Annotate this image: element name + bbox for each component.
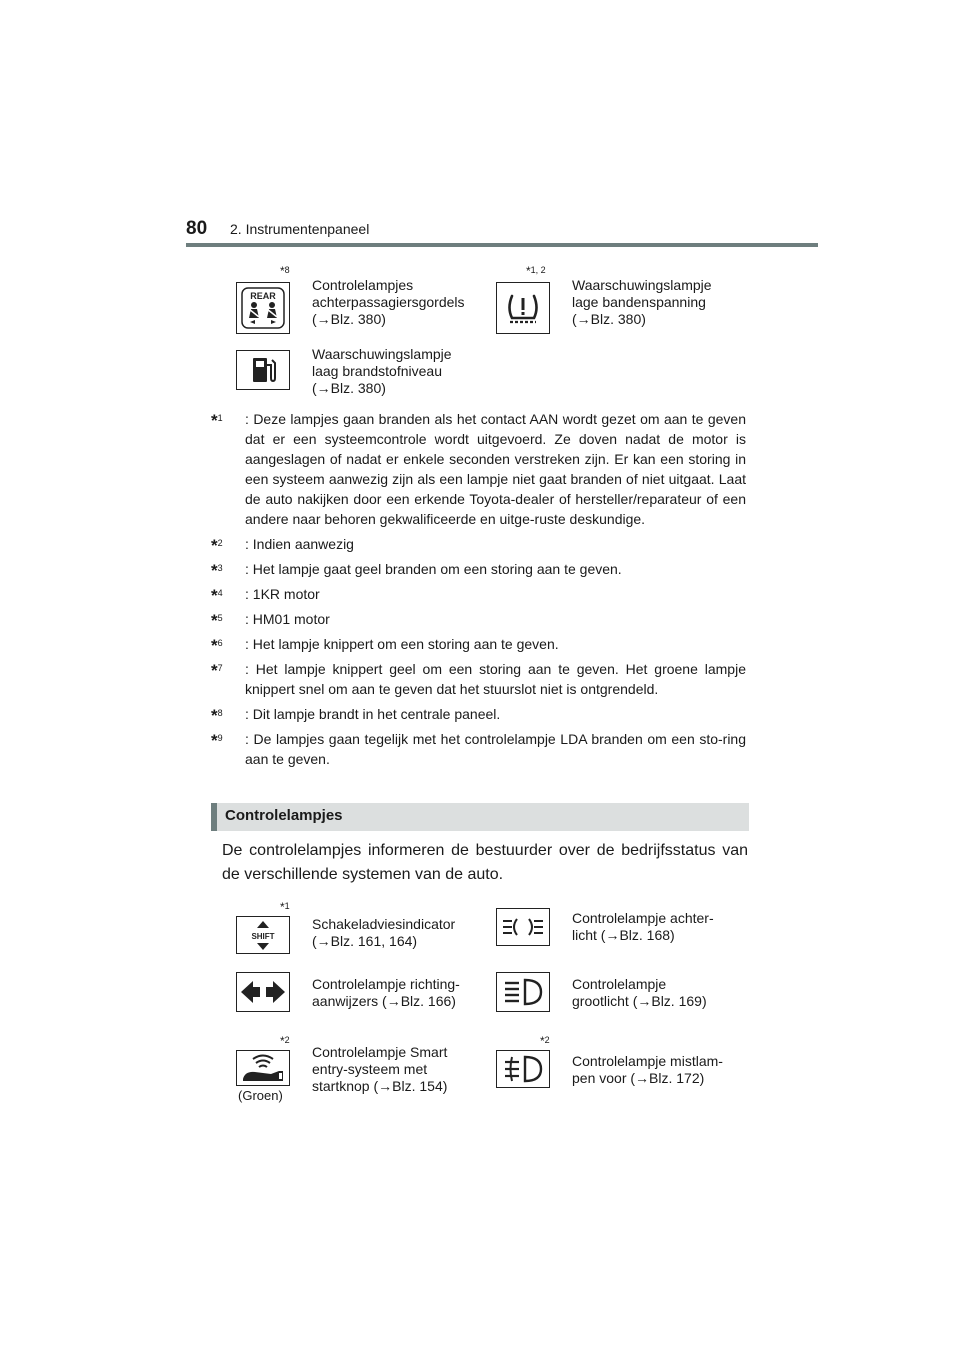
footnote: *$^8$ : Dit lampje brandt in het centrale paneel. (211, 706, 501, 725)
icon-caption-green: (Groen) (238, 1088, 283, 1103)
footnote-marker: *$^2$ (280, 1034, 290, 1048)
indicator-desc-high-beam: Controlelampje grootlicht (→Blz. 169) (572, 976, 707, 1009)
indicator-desc-smart-entry: Controlelampje Smart entry-systeem met startknop (→Blz. 154) (312, 1044, 448, 1094)
footnote: *$^5$ : HM01 motor (211, 611, 330, 630)
footnote-marker: *$^2$ (540, 1034, 550, 1048)
rear-seatbelt-icon (236, 282, 290, 334)
smart-entry-icon (236, 1050, 290, 1086)
warning-desc-tire-pressure: Waarschuwingslampje lage bandenspanning (→Blz. 380) (572, 277, 712, 327)
fuel-icon (236, 350, 290, 390)
footnote-marker: *$^1$ (280, 900, 290, 914)
turn-signal-icon (236, 972, 290, 1012)
footnote: *$^2$ : Indien aanwezig (211, 536, 354, 555)
footnote: *$^9$ : De lampjes gaan tegelijk met het controlelampje LDA branden om een sto-ring aan te geven. (211, 731, 746, 767)
page-number: 80 (186, 218, 208, 239)
section-title: Controlelampjes (225, 807, 343, 824)
chapter-title: 2. Instrumentenpaneel (230, 221, 370, 237)
footnote: *$^7$ : Het lampje knippert geel om een storing aan te geven. Het groene lampje knippert snel om aan te geven dat het stuurslot niet is ontgrendeld. (211, 661, 746, 697)
section-header (211, 803, 749, 831)
indicator-desc-tail-light: Controlelampje achter- licht (→Blz. 168) (572, 910, 714, 943)
footnote-marker: *$^8$ (280, 264, 290, 278)
rear-label: REAR (250, 291, 276, 301)
footnote-marker: *$^{1, 2}$ (526, 264, 546, 278)
indicator-desc-shift: Schakeladviesindicator (→Blz. 161, 164) (312, 916, 456, 949)
footnote: *$^4$ : 1KR motor (211, 586, 320, 605)
indicator-desc-front-fog: Controlelampje mistlam- pen voor (→Blz. 172) (572, 1053, 723, 1086)
header-rule (186, 243, 818, 247)
tire-pressure-icon (496, 282, 550, 334)
section-accent (211, 803, 217, 831)
indicator-desc-turn-signal: Controlelampje richting- aanwijzers (→Blz. 166) (312, 976, 460, 1009)
front-fog-light-icon (496, 1050, 550, 1088)
high-beam-icon (496, 972, 550, 1012)
footnote: *$^6$ : Het lampje knippert om een storing aan te geven. (211, 636, 559, 655)
footnotes (211, 409, 746, 774)
shift-indicator-icon (236, 916, 290, 954)
shift-label: SHIFT (251, 932, 275, 941)
tail-light-icon (496, 908, 550, 946)
warning-desc-rear-seatbelt: Controlelampjes achterpassagiersgordels (→Blz. 380) (312, 277, 465, 327)
section-intro: De controlelampjes informeren de bestuurder over de bedrijfsstatus van de verschillende systemen van de auto. (222, 842, 748, 883)
warning-desc-fuel: Waarschuwingslampje laag brandstofniveau (→Blz. 380) (312, 346, 452, 396)
footnote: *$^3$ : Het lampje gaat geel branden om een storing aan te geven. (211, 561, 622, 580)
footnote: *$^1$ : Deze lampjes gaan branden als het contact AAN wordt gezet om aan te geven dat er een systeemcontrole wordt uitgevoerd. Ze doven nadat de motor is aangeslagen of nadat er enkele seconden verstreken zijn. Er kan een storing in een systeem aanwezig zijn als een lampje niet gaat branden of niet uitgaat. Laat de auto nakijken door een erkende Toyota-dealer of hersteller/reparateur of een andere naar behoren gekwalificeerde en uitge-ruste deskundige. (211, 411, 746, 527)
